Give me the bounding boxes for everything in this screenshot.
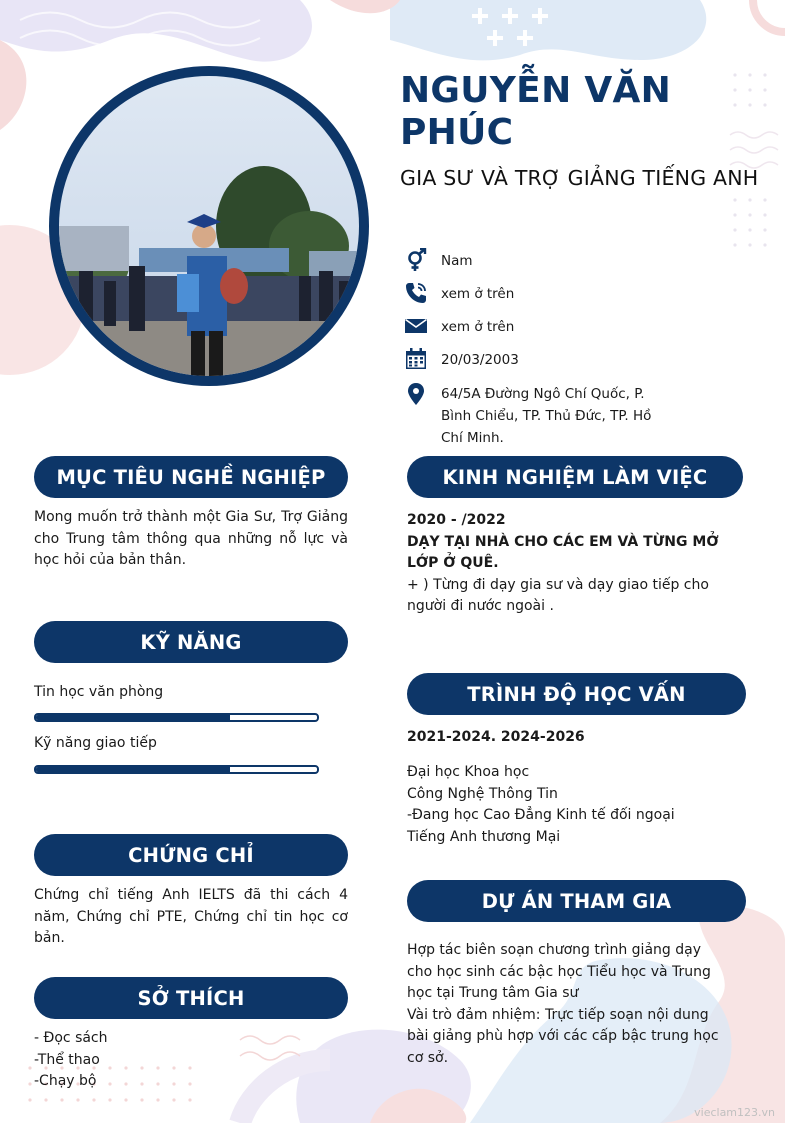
mail-icon [404, 314, 428, 338]
education-line: -Đang học Cao Đẳng Kinh tế đối ngoại [407, 807, 675, 823]
contact-gender [404, 248, 664, 274]
hobby-item: -Thể thao [34, 1051, 100, 1068]
avatar [59, 76, 359, 376]
skill-bar-fill [36, 767, 230, 772]
project-line: Hợp tác biên soạn chương trình giảng dạy cho học sinh các bậc học Tiểu học và Trung học tại Trung tâm Gia sư [407, 942, 711, 1001]
experience-description: + ) Từng đi dạy gia sư và dạy giao tiếp cho người đi nước ngoài . [407, 576, 709, 614]
skills-heading: KỸ NĂNG [34, 621, 348, 663]
objective-text: Mong muốn trở thành một Gia Sư, Trợ Giảng cho Trung tâm thông qua những nỗ lực và học hỏi của bản thân. [34, 509, 348, 568]
phone-icon [404, 281, 428, 305]
birthday-value: 20/03/2003 [441, 352, 519, 368]
education-line: Tiếng Anh thương Mại [407, 828, 561, 845]
contact-phone [404, 281, 664, 307]
job-title: GIA SƯ VÀ TRỢ GIẢNG TIẾNG ANH [400, 166, 759, 190]
hobbies-list [34, 1028, 334, 1093]
certificates-heading: CHỨNG CHỈ [34, 834, 348, 876]
project-line: Vài trò đảm nhiệm: Trực tiếp soạn nội dung bài giảng phù hợp với các cấp bậc trung học cơ sở. [407, 1006, 719, 1066]
hobbies-heading: SỞ THÍCH [34, 977, 348, 1019]
skill-label-communication: Kỹ năng giao tiếp [34, 735, 157, 751]
skill-label-office: Tin học văn phòng [34, 684, 164, 700]
experience-heading: KINH NGHIỆM LÀM VIỆC [407, 456, 743, 498]
objective-heading: MỤC TIÊU NGHỀ NGHIỆP [34, 456, 348, 498]
gender-icon [404, 248, 428, 272]
calendar-icon [404, 347, 428, 371]
education-line: Đại học Khoa học [407, 764, 530, 780]
experience-title: DẠY TẠI NHÀ CHO CÁC EM VÀ TỪNG MỞ LỚP Ở QUÊ. [407, 533, 719, 571]
experience-block [407, 510, 727, 618]
hobby-item: - Đọc sách [34, 1030, 108, 1046]
experience-period: 2020 - /2022 [407, 512, 506, 528]
location-pin-icon [404, 382, 428, 406]
hobby-item: -Chạy bộ [34, 1073, 97, 1089]
projects-details [407, 940, 725, 1069]
projects-heading: DỰ ÁN THAM GIA [407, 880, 746, 922]
education-line: Công Nghệ Thông Tin [407, 785, 558, 802]
phone-value: xem ở trên [441, 286, 515, 302]
contact-address [404, 381, 664, 447]
gender-value: Nam [441, 253, 473, 269]
contact-email [404, 314, 664, 340]
full-name: NGUYỄN VĂN PHÚC [400, 70, 672, 153]
skill-bar-communication [34, 765, 319, 774]
certificates-text: Chứng chỉ tiếng Anh IELTS đã thi cách 4 năm, Chứng chỉ PTE, Chứng chỉ tin học cơ bản. [34, 887, 348, 946]
email-value: xem ở trên [441, 319, 515, 335]
skill-bar-office [34, 713, 319, 722]
education-heading: TRÌNH ĐỘ HỌC VẤN [407, 673, 746, 715]
contact-birthday [404, 347, 664, 373]
profile-photo [59, 76, 359, 376]
watermark: vieclam123.vn [694, 1106, 775, 1119]
skill-bar-fill [36, 715, 230, 720]
address-value: 64/5A Đường Ngô Chí Quốc, P. Bình Chiểu, TP. Thủ Đức, TP. Hồ Chí Minh. [441, 386, 652, 446]
education-details [407, 762, 737, 848]
education-period: 2021-2024. 2024-2026 [407, 729, 585, 745]
